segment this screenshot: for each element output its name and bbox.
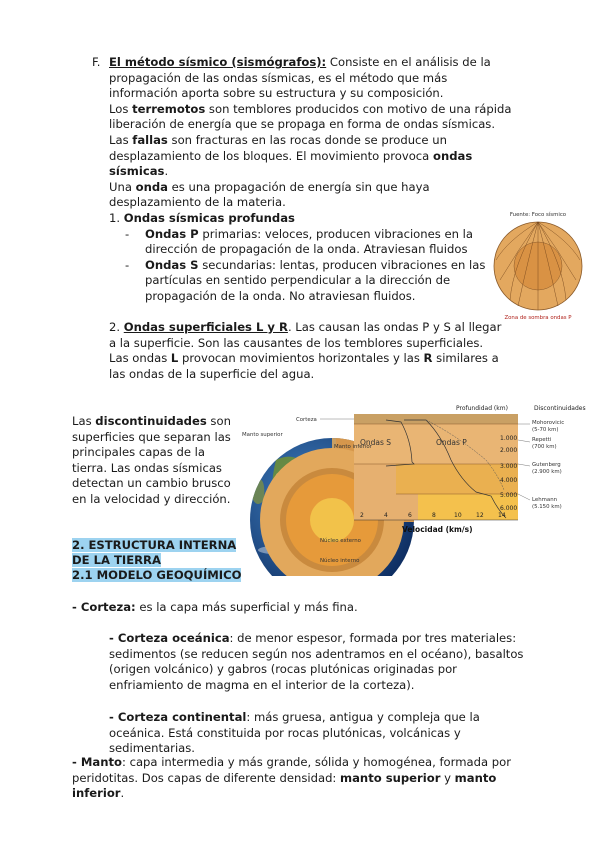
label-nucleo-externo: Núcleo externo <box>320 538 361 544</box>
fallas-paragraph <box>109 133 514 180</box>
depth-tick: 6.000 <box>500 505 518 512</box>
heading-line-1: 2. ESTRUCTURA INTERNA <box>72 538 237 552</box>
disc-gutenberg: Gutenberg <box>532 462 561 468</box>
velocity-tick: 10 <box>454 512 462 519</box>
section-seismic-method <box>92 55 532 211</box>
velocity-tick: 12 <box>476 512 484 519</box>
disc-repetti-depth: (700 km) <box>532 444 557 450</box>
corteza-paragraph <box>72 600 542 616</box>
text: es una propagación de energía sin que haya desplazamiento de la materia. <box>109 179 430 210</box>
terremotos-paragraph <box>109 102 514 133</box>
structure-heading <box>72 538 252 583</box>
text: : más gruesa, antigua y compleja que la oceánica. Está constituida por rocas plutónicas, volcánicas y sedimentarias. <box>109 710 480 756</box>
term-ondas-s: Ondas S <box>145 257 199 272</box>
earth-structure-figure <box>236 400 600 576</box>
text: : de menor espesor, formada por tres materiales: sedimentos (se reducen según nos adentramos en el océano), basaltos (origen volcánico) y gabros (rocas plutónicas originadas por enfriamiento de magma en el interior de la corteza). <box>109 631 524 692</box>
corteza-continental-paragraph <box>109 710 529 757</box>
text: provocan movimientos horizontales y las <box>178 351 424 366</box>
text: son fracturas en las rocas donde se produce un desplazamiento de los bloques. El movimiento provoca <box>109 132 447 163</box>
velocity-tick: 6 <box>408 512 412 519</box>
manto-paragraph <box>72 755 542 802</box>
velocity-tick: 8 <box>432 512 436 519</box>
dash-bullet: - <box>125 226 130 241</box>
disc-repetti: Repetti <box>532 437 552 443</box>
surface-waves-paragraph <box>109 320 509 351</box>
text: son superficies que separan las principales capas de la tierra. Las ondas sísmicas detectan un cambio brusco en la velocidad y dirección. <box>72 414 231 506</box>
deep-waves-heading <box>109 211 489 227</box>
heading-line-3: 2.1 MODELO GEOQUÍMICO <box>72 568 242 582</box>
list-number: 2. <box>109 320 124 334</box>
text: similares a las ondas de la superficie del agua. <box>109 351 499 381</box>
term-corteza-oceanica: Corteza oceánica <box>117 631 230 645</box>
dash: - <box>72 755 81 769</box>
depth-tick: 3.000 <box>500 463 518 470</box>
corteza-continental-text <box>109 710 529 757</box>
discontinuity-labels <box>518 420 564 510</box>
seismic-method-title: El método sísmico (sismógrafos): <box>109 55 327 69</box>
term-manto-superior: manto superior <box>340 770 441 785</box>
corteza-oceanica-paragraph <box>109 631 529 693</box>
text: son temblores producidos con motivo de una rápida liberación de energía que se propaga en forma de ondas sísmicas. <box>109 101 512 132</box>
depth-tick: 1.000 <box>500 435 518 442</box>
depth-tick: 4.000 <box>500 477 518 484</box>
term-manto-inferior: manto inferior <box>72 770 497 801</box>
term-manto: Manto <box>80 755 122 769</box>
term-corteza: Corteza: <box>80 600 136 614</box>
onda-paragraph <box>109 180 514 211</box>
label-nucleo-interno: Núcleo interno <box>320 558 360 564</box>
text: Las ondas <box>109 351 171 366</box>
discontinuities-text <box>72 414 238 508</box>
ondas-p-text: primarias: veloces, producen vibraciones en la dirección de propagación de la onda. Atraviesan fluidos <box>145 226 473 257</box>
shadow-zone-figure <box>488 210 588 322</box>
heading-line-2: DE LA TIERRA <box>72 553 161 567</box>
term-terremotos: terremotos <box>132 101 206 116</box>
surface-waves-title: Ondas superficiales L y R <box>123 320 288 334</box>
velocity-tick: 4 <box>384 512 388 519</box>
term-r: R <box>423 351 433 366</box>
disc-mohorovicic-depth: (5-70 km) <box>532 427 559 433</box>
label-manto-superior: Manto superior <box>242 432 283 438</box>
text: : capa intermedia y más grande, sólida y homogénea, formada por peridotitas. Dos capas de diferente densidad: <box>72 755 511 785</box>
depth-tick: 5.000 <box>500 492 518 499</box>
disc-lehmann-depth: (5.150 km) <box>532 504 562 510</box>
ondas-s-text: secundarias: lentas, producen vibraciones en las partículas en sentido perpendicular a la dirección de propagación de la onda. No atraviesan fluidos. <box>145 257 486 303</box>
term-ondas-p: Ondas P <box>145 226 199 241</box>
deep-waves-section <box>109 211 489 305</box>
velocity-tick: 2 <box>360 512 364 519</box>
term-ondas-sismicas: ondas sísmicas <box>109 148 473 179</box>
discontinuities-header: Discontinuidades <box>534 405 586 412</box>
disc-mohorovicic: Mohorovicic <box>532 420 565 426</box>
list-item-ondas-p <box>109 227 489 258</box>
dash: - <box>109 631 118 645</box>
figure-bottom-label: Zona de sombra ondas P <box>504 315 572 321</box>
label-manto-inferior: Manto inferior <box>334 444 372 450</box>
term-onda: onda <box>135 179 168 194</box>
corteza-text <box>72 600 542 616</box>
text: Las <box>109 132 133 147</box>
velocity-axis-label: Velocidad (km/s) <box>402 525 473 534</box>
manto-text <box>72 755 542 802</box>
corteza-oceanica-text <box>109 631 529 693</box>
text: . <box>120 786 125 801</box>
depth-tick: 2.000 <box>500 447 518 454</box>
figure-top-label: Fuente: Foco sísmico <box>509 212 567 218</box>
disc-lehmann: Lehmann <box>532 497 558 503</box>
text: Los <box>109 101 133 116</box>
list-item-ondas-s <box>109 258 489 305</box>
deep-waves-title: Ondas sísmicas profundas <box>123 211 295 225</box>
label-ondas-s: Ondas S <box>360 438 392 447</box>
surface-waves-section <box>109 320 509 382</box>
earth-structure-diagram <box>236 400 600 576</box>
term-fallas: fallas <box>132 132 168 147</box>
depth-header: Profundidad (km) <box>456 405 508 412</box>
term-l: L <box>170 351 179 366</box>
lr-waves-paragraph <box>109 351 509 382</box>
layer-slab <box>354 414 518 520</box>
surface-waves-text: . Las causan las ondas P y S al llegar a la superficie. Son las causantes de los temblores superficiales. <box>109 320 502 350</box>
term-corteza-continental: Corteza continental <box>117 710 247 724</box>
shadow-zone-diagram <box>488 210 588 322</box>
text: . <box>164 164 169 179</box>
label-ondas-p: Ondas P <box>436 438 467 447</box>
dash: - <box>72 600 81 614</box>
seismic-method-paragraph <box>109 55 514 102</box>
text: Las <box>72 414 96 428</box>
term-discontinuidades: discontinuidades <box>95 414 207 428</box>
seismic-method-intro: Consiste en el análisis de la propagación de las ondas sísmicas, es el método que más información aporta sobre su estructura y su composición. <box>109 55 491 101</box>
label-corteza: Corteza <box>296 417 317 423</box>
text: y <box>440 770 455 785</box>
disc-gutenberg-depth: (2.900 km) <box>532 469 562 475</box>
dash-bullet: - <box>125 257 130 272</box>
text: es la capa más superficial y más fina. <box>135 600 358 614</box>
list-number: 1. <box>109 211 124 225</box>
section-marker: F. <box>92 55 101 69</box>
velocity-tick: 14 <box>498 512 506 519</box>
discontinuities-paragraph <box>72 414 238 508</box>
dash: - <box>109 710 118 724</box>
text: Una <box>109 179 136 194</box>
